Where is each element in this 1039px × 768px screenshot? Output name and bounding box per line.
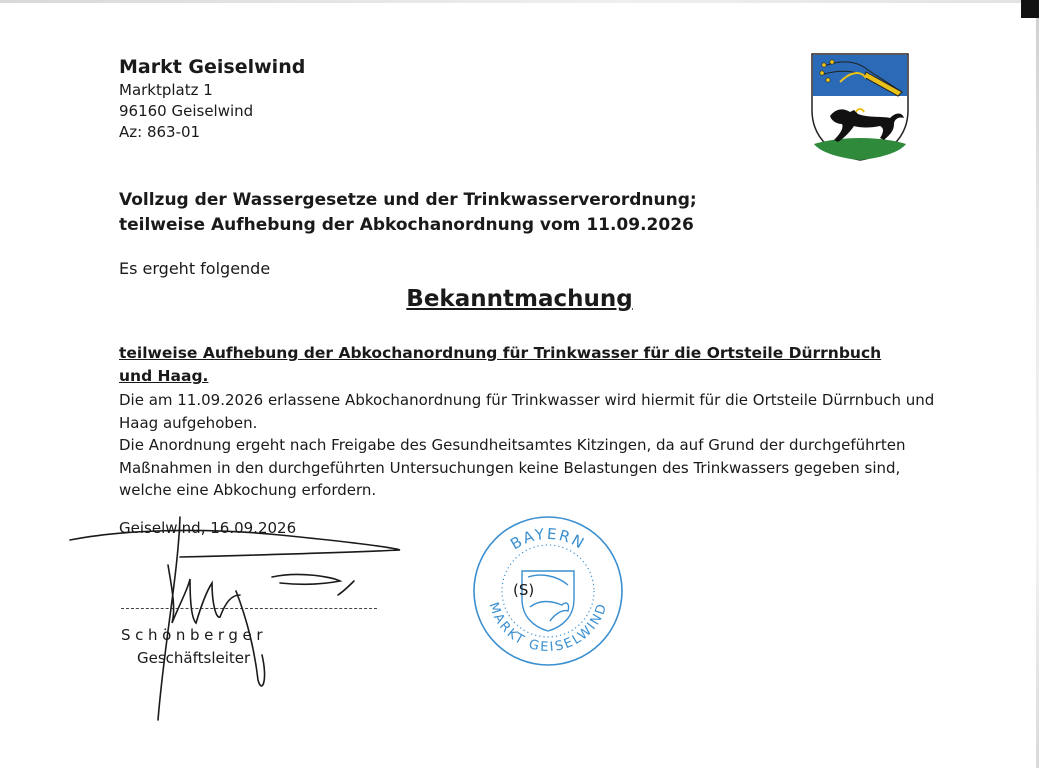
sender-street: Marktplatz 1: [119, 81, 213, 99]
intro-text: Es ergeht folgende: [119, 259, 271, 278]
subject-line-1: Vollzug der Wassergesetze und der Trinkwasserverordnung;: [119, 190, 697, 210]
scan-corner: [1021, 0, 1039, 18]
body-text: [119, 389, 949, 502]
scan-edge-top: [0, 0, 1039, 3]
body-paragraph-1: Die am 11.09.2026 erlassene Abkochanordnung für Trinkwasser wird hiermit für die Ortsteile Dürrnbuch und Haag aufgehoben.: [119, 391, 935, 432]
handwritten-signature: [60, 505, 420, 735]
sender-name: Markt Geiselwind: [119, 56, 306, 78]
svg-text:MARKT GEISELWIND: [485, 601, 610, 656]
signature-line: [121, 608, 377, 609]
reference-number: Az: 863-01: [119, 123, 201, 141]
seal-text-top: BAYERN: [507, 524, 589, 554]
sender-address: [119, 54, 305, 143]
signer-role: Geschäftsleiter: [137, 649, 251, 667]
seal-text-bottom: MARKT GEISELWIND: [485, 600, 611, 656]
seal-mark: (S): [513, 581, 535, 599]
place-date: Geiselwind, 16.09.2026: [119, 519, 297, 537]
coat-of-arms: [810, 52, 910, 162]
official-seal: [470, 513, 625, 668]
body-paragraph-2: Die Anordnung ergeht nach Freigabe des Gesundheitsamtes Kitzingen, da auf Grund der durchgeführten Maßnahmen in den durchgeführten Untersuchungen keine Belastungen des Trinkwassers gegeben sind, welche eine Abkochung erfordern.: [119, 436, 906, 499]
section-heading: teilweise Aufhebung der Abkochanordnung für Trinkwasser für die Ortsteile Dürrnbuch und Haag.: [119, 344, 882, 385]
announcement-title: Bekanntmachung: [406, 286, 633, 312]
subject-heading: [119, 188, 697, 238]
subject-line-2: teilweise Aufhebung der Abkochanordnung vom 11.09.2026: [119, 215, 694, 235]
svg-text:BAYERN: [507, 525, 588, 554]
sender-city: 96160 Geiselwind: [119, 102, 254, 120]
signer-name: Schönberger: [121, 626, 268, 644]
